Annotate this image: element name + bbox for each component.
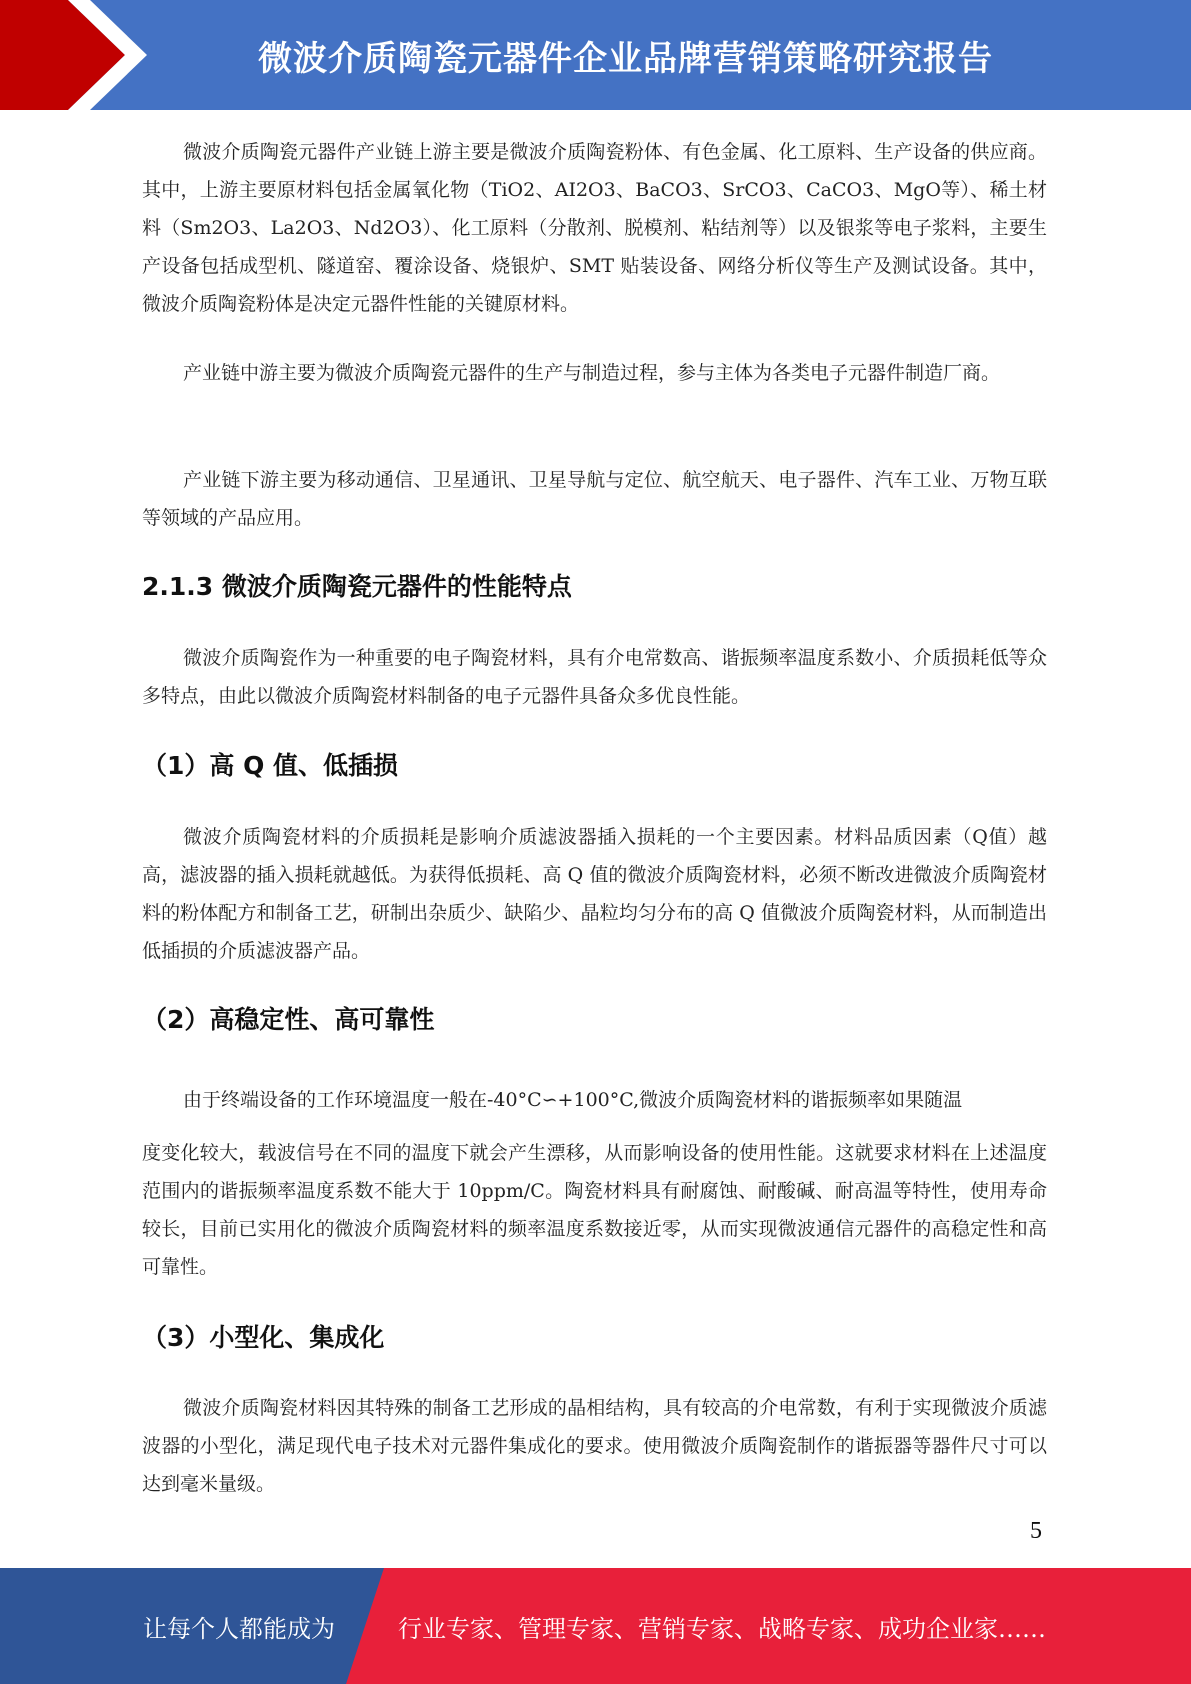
paragraph-upstream: 微波介质陶瓷元器件产业链上游主要是微波介质陶瓷粉体、有色金属、化工原料、生产设备的供应商。其中，上游主要原材料包括金属氧化物（TiO2、AI2O3、BaCO3、SrCO3、CaCO3、MgO等）、稀土材料（Sm2O3、La2O3、Nd2O3）、化工原料（分散剂、脱模剂、粘结剂等）以及银浆等电子浆料，主要生产设备包括成型机、隧道窑、覆涂设备、烧银炉、SMT 贴装设备、网络分析仪等生产及测试设备。其中，微波介质陶瓷粉体是决定元器件性能的关键原材料。 <box>142 141 1047 315</box>
footer-slogan-right: 行业专家、管理专家、营销专家、战略专家、成功企业家…… <box>398 1614 1046 1643</box>
subheading-high-q: （1）高 Q 值、低插损 <box>142 751 399 780</box>
subheading-miniaturization: （3）小型化、集成化 <box>142 1323 385 1352</box>
paragraph-midstream: 产业链中游主要为微波介质陶瓷元器件的生产与制造过程，参与主体为各类电子元器件制造厂商。 <box>183 362 1001 384</box>
page-footer <box>0 1568 1191 1684</box>
paragraph-stability-line1: 由于终端设备的工作环境温度一般在-40°C∽+100°C,微波介质陶瓷材料的谐振频率如果随温 <box>183 1089 963 1111</box>
page-header <box>0 0 1191 110</box>
paragraph-stability-rest: 度变化较大，载波信号在不同的温度下就会产生漂移，从而影响设备的使用性能。这就要求材料在上述温度范围内的谐振频率温度系数不能大于 10ppm/C。陶瓷材料具有耐腐蚀、耐酸碱、耐高温等特性，使用寿命较长，目前已实用化的微波介质陶瓷材料的频率温度系数接近零，从而实现微波通信元器件的高稳定性和高可靠性。 <box>142 1142 1047 1278</box>
paragraph-performance-intro: 微波介质陶瓷作为一种重要的电子陶瓷材料，具有介电常数高、谐振频率温度系数小、介质损耗低等众多特点，由此以微波介质陶瓷材料制备的电子元器件具备众多优良性能。 <box>142 647 1047 707</box>
paragraph-high-q: 微波介质陶瓷材料的介质损耗是影响介质滤波器插入损耗的一个主要因素。材料品质因素（Q值）越高，滤波器的插入损耗就越低。为获得低损耗、高 Q 值的微波介质陶瓷材料，必须不断改进微波介质陶瓷材料的粉体配方和制备工艺，研制出杂质少、缺陷少、晶粒均匀分布的高 Q 值微波介质陶瓷材料，从而制造出低插损的介质滤波器产品。 <box>142 826 1047 962</box>
page-number: 5 <box>1030 1518 1042 1544</box>
paragraph-downstream: 产业链下游主要为移动通信、卫星通讯、卫星导航与定位、航空航天、电子器件、汽车工业、万物互联等领域的产品应用。 <box>142 469 1047 529</box>
subheading-stability: （2）高稳定性、高可靠性 <box>142 1005 435 1034</box>
paragraph-miniaturization: 微波介质陶瓷材料因其特殊的制备工艺形成的晶相结构，具有较高的介电常数，有利于实现微波介质滤波器的小型化，满足现代电子技术对元器件集成化的要求。使用微波介质陶瓷制作的谐振器等器件尺寸可以达到毫米量级。 <box>142 1397 1047 1495</box>
report-title: 微波介质陶瓷元器件企业品牌营销策略研究报告 <box>258 38 993 79</box>
section-heading: 2.1.3 微波介质陶瓷元器件的性能特点 <box>142 572 572 601</box>
footer-slogan-left: 让每个人都能成为 <box>143 1614 335 1643</box>
